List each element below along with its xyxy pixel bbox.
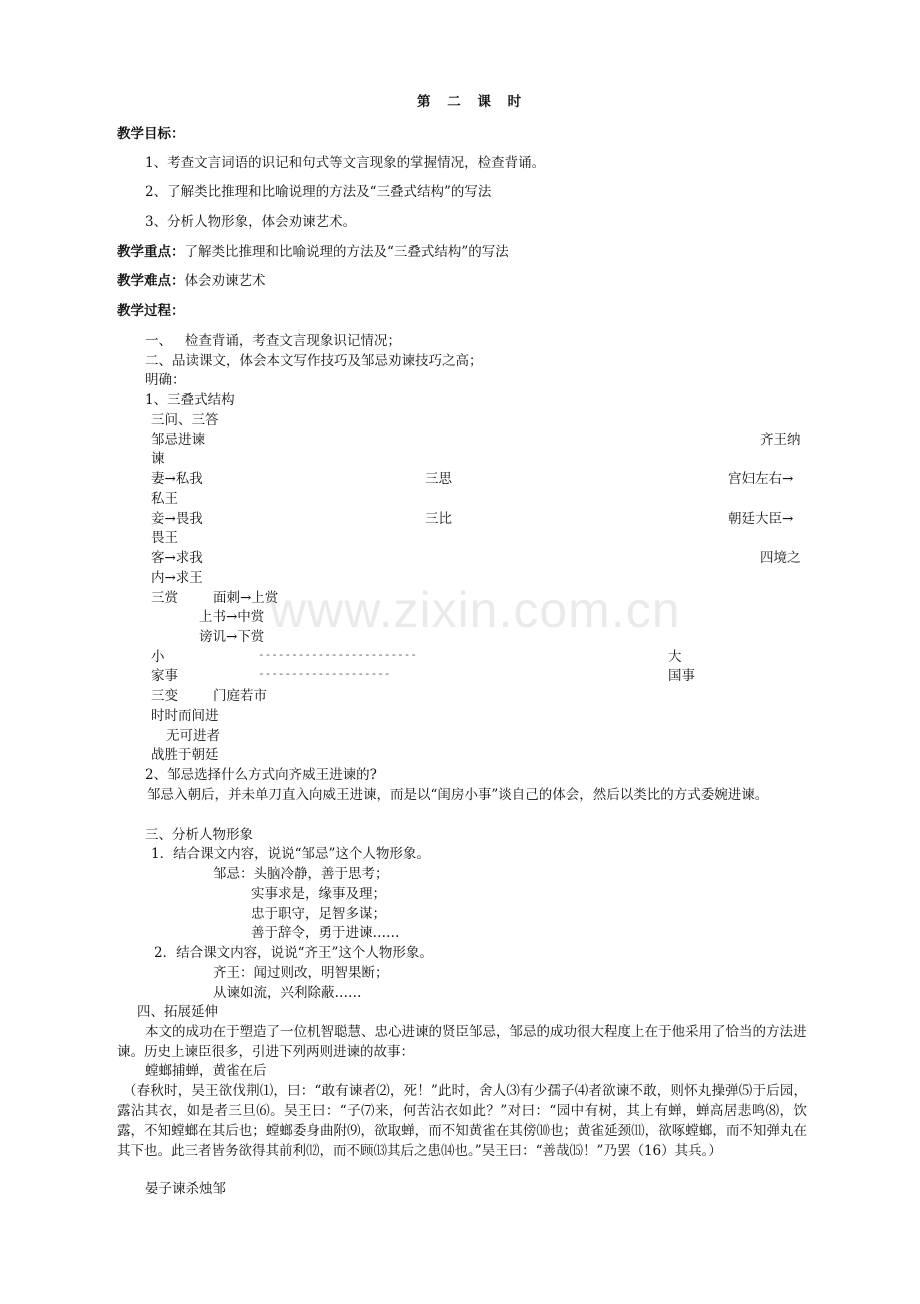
structure-row-left: 妻→私我 [151,471,203,487]
reward-item: 面刺→上赏 [213,590,279,606]
story-title: 晏子谏杀烛邹 [145,1181,226,1197]
process-step: 四、拓展延伸 [137,1004,218,1020]
question: 2、邹忌选择什么方式向齐威王进谏的? [145,767,377,783]
story-text: （春秋时，吴王欲伐荆⑴，曰：“敢有谏者⑵，死！”此时，舍人⑶有少孺子⑷者欲谏不敢，则怀丸操弹⑸于后园，露沾其衣，如是者三旦⑹。吴王曰：“子⑺来，何苦沾衣如此？”对曰：“园中有树，其上有蝉，蝉高居悲鸣⑻，饮露，不知螳螂在其后也；螳螂委身曲附⑼，欲取蝉，而不知黄雀在其傍⑽也；黄雀延颈⑾，欲啄螳螂，而不知弹丸在其下也。此三者皆务欲得其前利⑿，而不顾⒀其后之患⒁也。”吴王曰：“善哉⒂！”乃罢（16）其兵。） [117,1083,807,1159]
change-label: 三变 [151,688,178,704]
structure-row-cont: 私王 [151,491,178,507]
character-trait: 实事求是，缘事及理； [251,886,386,902]
story-title: 螳螂捕蝉，黄雀在后 [145,1063,267,1079]
character-trait: 善于辞令，勇于进谏…… [251,925,400,941]
character-question: 2．结合课文内容，说说“齐王”这个人物形象。 [154,945,433,961]
focus-line [117,242,509,262]
character-trait: 忠于职守，足智多谋； [251,906,386,922]
small-label: 小 [151,649,165,665]
difficulty-line [117,271,266,291]
structure-left-title-cont: 谏 [151,451,165,467]
objective-item: 3、分析人物形象，体会劝谏艺术。 [145,214,357,230]
structure-row-mid: 三比 [425,511,452,527]
structure-left-title: 邹忌进谏 [151,432,205,448]
process-step: 一、 检查背诵，考查文言现象识记情况； [145,333,401,349]
big-label: 大 [668,649,682,665]
watermark: www.zixin.com.cn [270,582,681,638]
difficulty-text: 体会劝谏艺术 [184,273,266,289]
change-item: 无可进者 [166,728,220,744]
structure-row-right: 朝廷大臣→ [728,511,794,527]
structure-row-cont: 畏王 [151,530,178,546]
difficulty-label: 教学难点： [117,273,185,289]
character-trait: 齐王：闻过则改，明智果断； [213,965,389,981]
character-trait: 从谏如流，兴利除蔽…… [213,985,362,1001]
change-item: 时时而间进 [151,708,219,724]
clarify-label: 明确： [145,372,186,388]
reward-item: 谤讥→下赏 [199,629,265,645]
process-label: 教学过程： [117,303,185,319]
section-subtitle: 三问、三答 [151,412,219,428]
dash-line: -------------------- [258,667,391,680]
objective-item: 1、考查文言词语的识记和句式等文言现象的掌握情况，检查背诵。 [145,155,546,171]
change-item: 门庭若市 [213,688,267,704]
focus-label: 教学重点： [117,244,185,260]
structure-row-cont: 内→求王 [151,570,203,586]
answer-paragraph: 邹忌入朝后，并未单刀直入向威王进谏，而是以“闺房小事”谈自己的体会，然后以类比的方式委婉进谏。 [147,787,769,803]
change-item: 战胜于朝廷 [151,747,219,763]
document-title: 第 二 课 时 [417,94,528,110]
extension-paragraph: 本文的成功在于塑造了一位机智聪慧、忠心进谏的贤臣邹忌，邹忌的成功很大程度上在于他采用了恰当的方法进谏。历史上谏臣很多，引进下列两则进谏的故事： [117,1024,807,1060]
structure-row-left: 客→求我 [151,550,203,566]
objective-item: 2、了解类比推理和比喻说理的方法及“三叠式结构”的写法 [145,184,492,200]
small-label-cont: 家事 [151,668,178,684]
objectives-label: 教学目标： [117,126,185,142]
process-step: 二、品读课文，体会本文写作技巧及邹忌劝谏技巧之高； [145,353,483,369]
structure-right-title: 齐王纳 [760,432,801,448]
dash-line: ------------------------ [258,648,417,661]
section-title: 1、三叠式结构 [145,392,235,408]
structure-row-mid: 三思 [425,471,452,487]
character-question: 1．结合课文内容，说说“邹忌”这个人物形象。 [151,846,430,862]
big-label-cont: 国事 [668,668,695,684]
focus-text: 了解类比推理和比喻说理的方法及“三叠式结构”的写法 [184,244,509,260]
structure-row-right: 宫妇左右→ [728,471,794,487]
process-step: 三、分析人物形象 [145,827,253,843]
reward-item: 上书→中赏 [199,609,265,625]
character-trait: 邹忌：头脑冷静，善于思考； [213,866,389,882]
reward-label: 三赏 [151,590,178,606]
structure-row-left: 妾→畏我 [151,511,203,527]
structure-row-right: 四境之 [760,550,801,566]
